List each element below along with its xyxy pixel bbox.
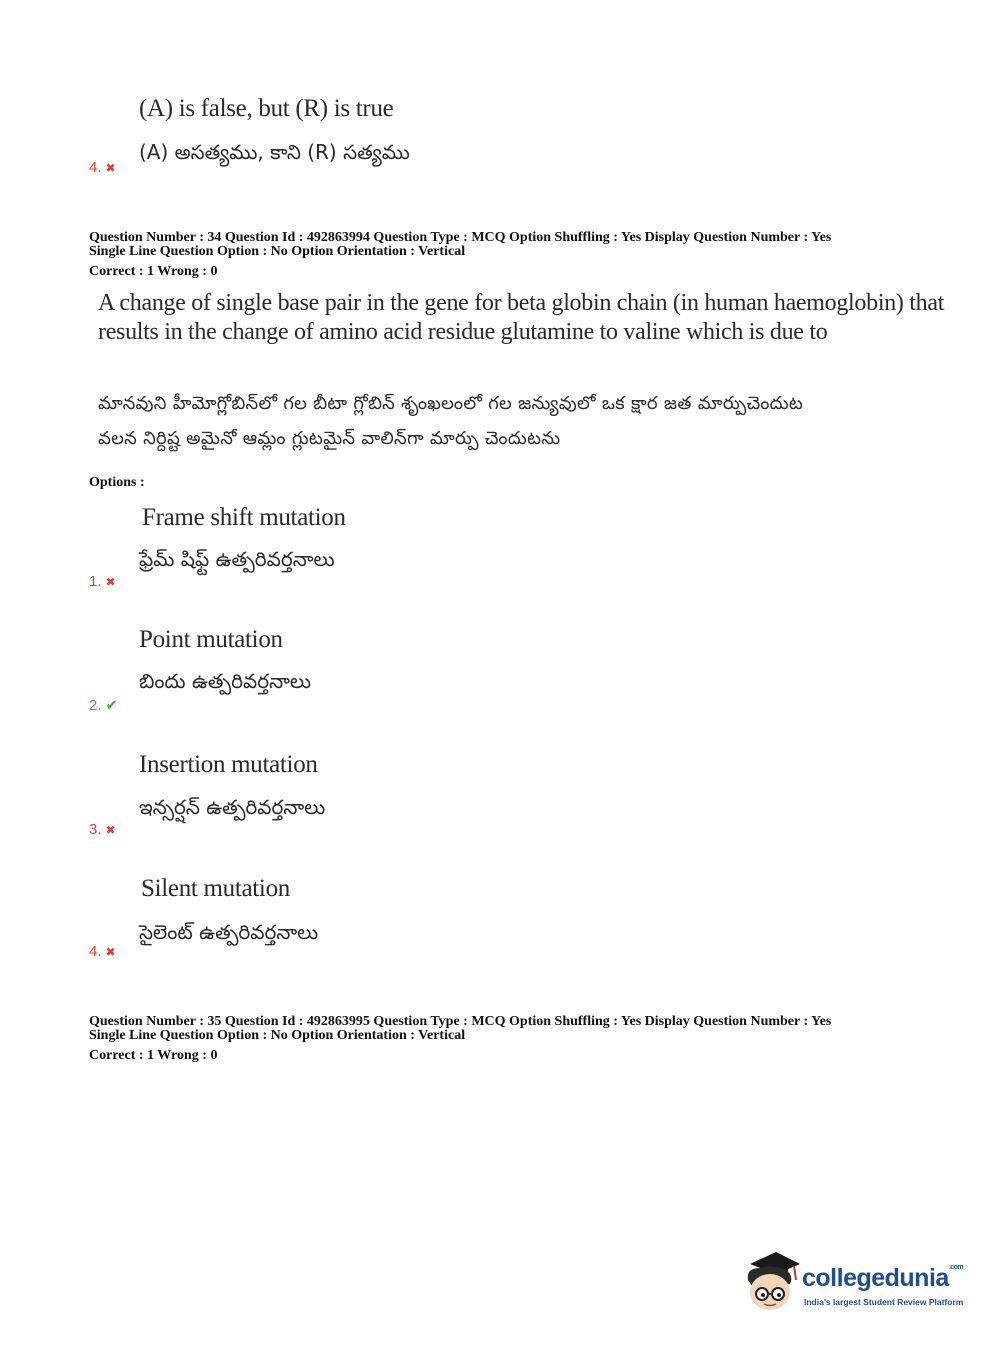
question-34-text-te-line1: మానవుని హీమోగ్లోబిన్‌లో గల బీటా గ్లోబిన్ శృంఖలంలో గల జన్యువులో ఒక క్షార జత మార్పుచెందుట <box>98 393 804 414</box>
option-number: 4. <box>89 943 102 960</box>
question-35-meta-line1: Question Number : 35 Question Id : 492863995 Question Type : MCQ Option Shuffling : Yes Display Question Number : Yes <box>89 1014 832 1029</box>
collegedunia-logo <box>742 1250 972 1320</box>
question-34-meta-line1: Question Number : 34 Question Id : 492863994 Question Type : MCQ Option Shuffling : Yes Display Question Number : Yes <box>89 230 832 245</box>
question-35-meta-line2: Single Line Question Option : No Option Orientation : Vertical <box>89 1028 466 1043</box>
option-1-text-en: Frame shift mutation <box>142 504 346 531</box>
prev-option-number <box>89 159 116 177</box>
option-3-text-en: Insertion mutation <box>139 751 318 778</box>
option-number: 3. <box>89 821 102 838</box>
option-number: 2. <box>89 697 102 714</box>
option-4-text-te: సైలెంట్ ఉత్పరివర్తనాలు <box>139 920 319 944</box>
option-2-text-te: బిందు ఉత్పరివర్తనాలు <box>139 669 311 693</box>
logo-name: collegedunia <box>802 1264 949 1292</box>
question-34-marks: Correct : 1 Wrong : 0 <box>89 264 218 279</box>
option-number: 4. <box>89 159 102 176</box>
question-35-marks: Correct : 1 Wrong : 0 <box>89 1048 218 1063</box>
wrong-mark-icon: ✖ <box>105 823 116 837</box>
question-34-text-en-line2: results in the change of amino acid residue glutamine to valine which is due to <box>98 319 828 345</box>
option-1-text-te: ఫ్రేమ్ షిఫ్ట్ ఉత్పరివర్తనాలు <box>139 547 335 571</box>
wrong-mark-icon: ✖ <box>105 161 116 175</box>
option-1-indicator <box>89 573 116 591</box>
question-34-meta-line2: Single Line Question Option : No Option Orientation : Vertical <box>89 244 466 259</box>
check-mark-icon: ✔ <box>105 696 119 714</box>
prev-option-text-en: (A) is false, but (R) is true <box>139 95 394 122</box>
logo-tagline: India's largest Student Review Platform <box>804 1297 964 1307</box>
options-label: Options : <box>89 475 145 490</box>
mascot-icon <box>742 1250 802 1314</box>
wrong-mark-icon: ✖ <box>105 575 116 589</box>
option-2-indicator <box>89 696 118 715</box>
option-3-text-te: ఇన్సర్షన్ ఉత్పరివర్తనాలు <box>139 795 326 819</box>
option-3-indicator <box>89 821 116 839</box>
logo-suffix: .com <box>948 1264 964 1271</box>
logo-wordmark <box>802 1264 963 1293</box>
wrong-mark-icon: ✖ <box>105 945 116 959</box>
question-34-text-te-line2: వలన నిర్దిష్ట అమైనో ఆమ్లం గ్లుటమైన్ వాలిన్‌గా మార్పు చెందుటను <box>98 428 561 449</box>
option-2-text-en: Point mutation <box>139 626 283 653</box>
question-34-text-en-line1: A change of single base pair in the gene for beta globin chain (in human haemoglobin) that <box>98 290 945 316</box>
prev-option-text-te: (A) అసత్యము, కాని (R) సత్యము <box>139 140 410 164</box>
option-4-indicator <box>89 943 116 961</box>
option-4-text-en: Silent mutation <box>141 875 290 902</box>
option-number: 1. <box>89 573 102 590</box>
